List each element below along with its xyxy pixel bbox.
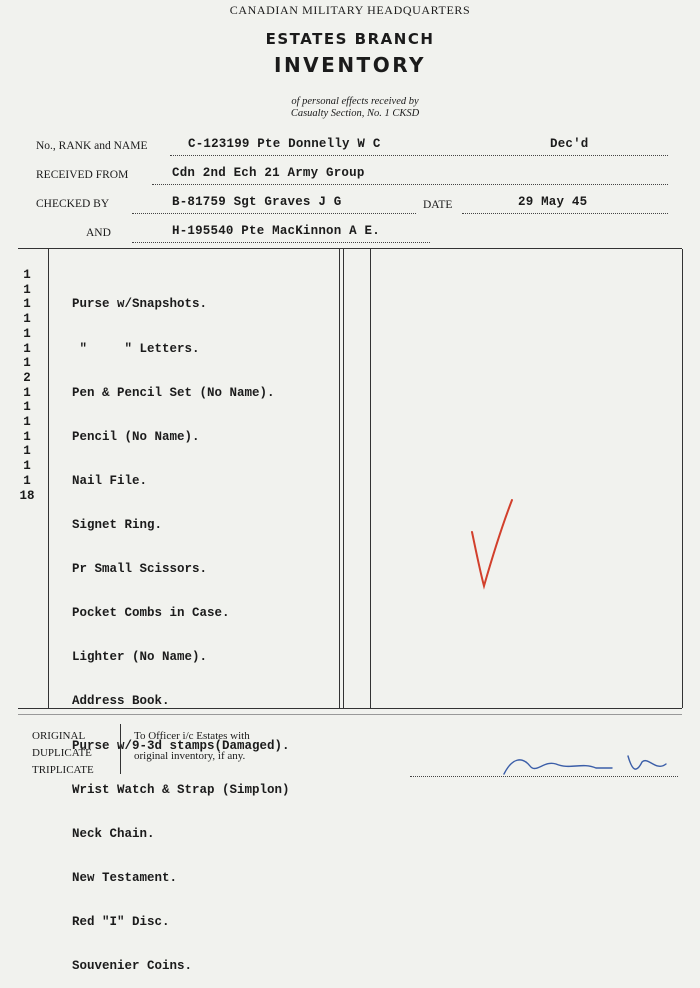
quantity-column	[12, 268, 42, 503]
item-description: Purse w/Snapshots.	[72, 297, 208, 312]
copy-triplicate: TRIPLICATE	[32, 764, 94, 776]
status-value: Dec'd	[550, 137, 589, 151]
and-label: AND	[86, 227, 111, 239]
date-label: DATE	[423, 199, 453, 211]
item-qty: 1	[23, 429, 31, 444]
item-qty: 1	[23, 268, 31, 282]
hq-heading: CANADIAN MILITARY HEADQUARTERS	[229, 3, 471, 17]
check-mark-icon	[466, 496, 516, 592]
item-description: " " Letters.	[72, 341, 200, 356]
subtitle-line-1: of personal effects received by	[291, 96, 419, 107]
copy-original: ORIGINAL	[32, 730, 86, 742]
page-title: INVENTORY	[274, 53, 426, 77]
item-qty: 1	[23, 444, 31, 459]
item-qty: 1	[23, 282, 31, 297]
qty-column-rule	[48, 249, 49, 708]
item-description: Purse w/9-3d stamps(Damaged).	[72, 738, 290, 753]
item-qty: 1	[23, 473, 31, 488]
subtitle-line-2: Casualty Section, No. 1 CKSD	[290, 108, 420, 119]
item-qty: 1	[23, 400, 31, 415]
item-description: Address Book.	[72, 694, 170, 709]
item-description: Pocket Combs in Case.	[72, 606, 230, 621]
copies-brace	[120, 724, 127, 774]
copy-duplicate: DUPLICATE	[32, 747, 92, 759]
item-description: Pencil (No Name).	[72, 429, 200, 444]
description-column	[72, 268, 290, 988]
date-value: 29 May 45	[518, 195, 588, 209]
item-qty: 1	[23, 326, 31, 341]
name-value: C-123199 Pte Donnelly W C	[188, 137, 381, 151]
and-value: H-195540 Pte MacKinnon A E.	[172, 224, 380, 238]
item-qty: 18	[19, 488, 35, 503]
checked-label: CHECKED BY	[36, 198, 110, 210]
table-right-rule	[682, 249, 683, 708]
item-qty: 1	[23, 356, 31, 371]
item-description: Wrist Watch & Strap (Simplon)	[72, 782, 290, 797]
item-qty: 1	[23, 341, 31, 356]
branch-heading: ESTATES BRANCH	[265, 30, 435, 48]
item-qty: 1	[23, 459, 31, 474]
footer-note-line-2: original inventory, if any.	[134, 750, 246, 762]
received-label: RECEIVED FROM	[36, 169, 129, 181]
remarks-column-rule	[370, 249, 371, 708]
item-description: Pr Small Scissors.	[72, 562, 208, 577]
item-qty: 1	[23, 297, 31, 312]
received-value: Cdn 2nd Ech 21 Army Group	[172, 166, 365, 180]
item-description: Lighter (No Name).	[72, 650, 208, 665]
item-description: Neck Chain.	[72, 826, 155, 841]
subtitle	[250, 96, 460, 120]
item-description: Signet Ring.	[72, 517, 163, 532]
name-label: No., RANK and NAME	[36, 140, 148, 152]
item-description: Red "I" Disc.	[72, 914, 170, 929]
item-qty: 1	[23, 415, 31, 430]
table-top-rule	[18, 248, 682, 249]
checked-value: B-81759 Sgt Graves J G	[172, 195, 342, 209]
item-description: Souvenier Coins.	[72, 959, 193, 974]
desc-column-rule-a	[339, 249, 340, 708]
footer-note-line-1: To Officer i/c Estates with	[134, 730, 250, 742]
desc-column-rule-b	[343, 249, 344, 708]
item-qty: 1	[23, 312, 31, 327]
item-description: Nail File.	[72, 473, 148, 488]
signature-icon	[500, 752, 680, 778]
copies-list	[32, 728, 94, 779]
item-description: New Testament.	[72, 870, 178, 885]
item-description: Pen & Pencil Set (No Name).	[72, 385, 275, 400]
footer-rule	[18, 714, 682, 715]
footer-note	[134, 726, 250, 766]
item-qty: 1	[23, 385, 31, 400]
item-qty: 2	[23, 370, 31, 385]
